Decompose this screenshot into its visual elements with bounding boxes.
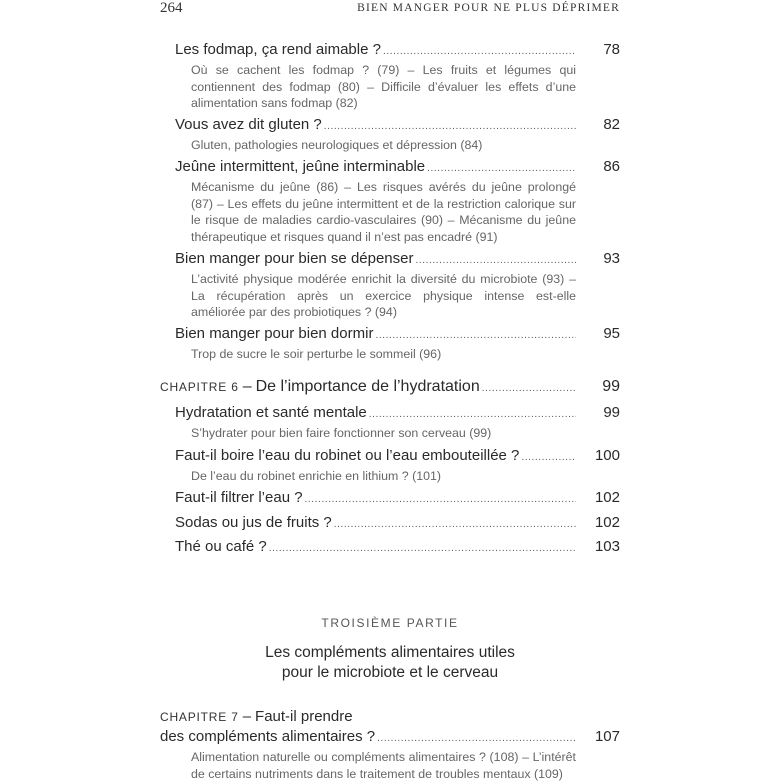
- toc-entry-title: Faut-il filtrer l’eau ?: [175, 489, 303, 506]
- part-title-line-2: pour le microbiote et le cerveau: [281, 664, 499, 681]
- leader-dots: [482, 379, 576, 399]
- leader-dots: [521, 448, 576, 468]
- leader-dots: [334, 515, 576, 535]
- toc-entry: [175, 488, 620, 510]
- toc-entry-page: 95: [603, 325, 620, 342]
- leader-dots: [416, 251, 577, 271]
- chapter-dash: –: [242, 378, 252, 395]
- toc-entry-title: Jeûne intermittent, jeûne interminable: [175, 158, 426, 175]
- part-title-line-1: Les compléments alimentaires utiles: [265, 644, 515, 661]
- toc-entry-title: Vous avez dit gluten ?: [175, 116, 322, 133]
- toc-entry: [175, 446, 620, 485]
- toc-entry-description: Gluten, pathologies neurologiques et dépression (84): [191, 138, 483, 152]
- leader-dots: [269, 539, 576, 559]
- toc-entry-page: 102: [594, 514, 620, 531]
- part-heading: [160, 616, 620, 683]
- chapter-description: Alimentation naturelle ou compléments alimentaires ? (108) – L’intérêt de certains nutriments dans le traitement de troubles mentaux (109): [191, 750, 576, 781]
- toc-entry: [175, 403, 620, 442]
- toc-entry: [175, 249, 620, 321]
- part-label: TROISIÈME PARTIE: [321, 616, 459, 630]
- chapter-dash: –: [242, 708, 252, 725]
- chapter-title-line-1: Faut-il prendre: [255, 708, 353, 725]
- toc-entry: [175, 40, 620, 112]
- chapter-6-heading: [160, 377, 620, 399]
- toc-entry: [175, 513, 620, 535]
- leader-dots: [369, 405, 576, 425]
- toc-entry-page: 99: [603, 404, 620, 421]
- toc-entry-page: 78: [603, 41, 620, 58]
- toc-entry: [175, 115, 620, 154]
- toc-entry: [175, 157, 620, 245]
- chapter-label: CHAPITRE 7: [160, 710, 239, 724]
- toc-entry-description: Mécanisme du jeûne (86) – Les risques avérés du jeûne prolongé (87) – Les effets du jeûne intermittent et de la restriction calorique sur le risque de maladies cardio-vasculaires (90) – Mécanisme du jeûne thérapeutique et risques quand il n’est pas encadré (91): [191, 180, 576, 244]
- chapter-title: De l’importance de l’hydratation: [255, 378, 480, 395]
- toc-entry-page: 93: [603, 250, 620, 267]
- leader-dots: [324, 117, 576, 137]
- toc-entry-page: 82: [603, 116, 620, 133]
- chapter-title-line-2: des compléments alimentaires ?: [160, 728, 376, 745]
- toc-entry-description: S’hydrater pour bien faire fonctionner son cerveau (99): [191, 426, 492, 440]
- leader-dots: [383, 42, 576, 62]
- toc-entry-description: Où se cachent les fodmap ? (79) – Les fruits et légumes qui contiennent des fodmap (80) – Difficile d’évaluer les effets d’une alimentation sans fodmap (82): [191, 63, 576, 110]
- toc-entry-title: Faut-il boire l’eau du robinet ou l’eau embouteillée ?: [175, 447, 520, 464]
- toc-entry-title: Sodas ou jus de fruits ?: [175, 514, 332, 531]
- chapter-page: 107: [594, 728, 620, 745]
- toc-entry-page: 103: [594, 538, 620, 555]
- chapter-7-heading: [160, 707, 620, 782]
- leader-dots: [305, 490, 576, 510]
- toc-entry: [175, 537, 620, 559]
- toc-entry-description: Trop de sucre le soir perturbe le sommeil (96): [191, 347, 442, 361]
- chapter-page: 99: [602, 378, 620, 395]
- toc-entry-title: Hydratation et santé mentale: [175, 404, 367, 421]
- toc-entry-description: De l’eau du robinet enrichie en lithium ? (101): [191, 469, 442, 483]
- toc-entry-title: Les fodmap, ça rend aimable ?: [175, 41, 381, 58]
- toc-entry-page: 86: [603, 158, 620, 175]
- chapter-label: CHAPITRE 6: [160, 380, 239, 394]
- toc-entry-page: 100: [594, 447, 620, 464]
- page-header: [160, 0, 620, 20]
- page-number: 264: [160, 0, 183, 16]
- toc-entry-title: Bien manger pour bien dormir: [175, 325, 374, 342]
- toc-entry-title: Thé ou café ?: [175, 538, 267, 555]
- running-title: BIEN MANGER POUR NE PLUS DÉPRIMER: [357, 2, 620, 14]
- toc-entry: [175, 324, 620, 363]
- leader-dots: [427, 159, 576, 179]
- leader-dots: [375, 326, 576, 346]
- leader-dots: [377, 729, 576, 749]
- toc-entry-description: L’activité physique modérée enrichit la diversité du microbiote (93) – La récupération après un exercice physique intense est-elle améliorée par des probiotiques ? (94): [191, 272, 576, 319]
- toc-entry-title: Bien manger pour bien se dépenser: [175, 250, 414, 267]
- toc-entry-page: 102: [594, 489, 620, 506]
